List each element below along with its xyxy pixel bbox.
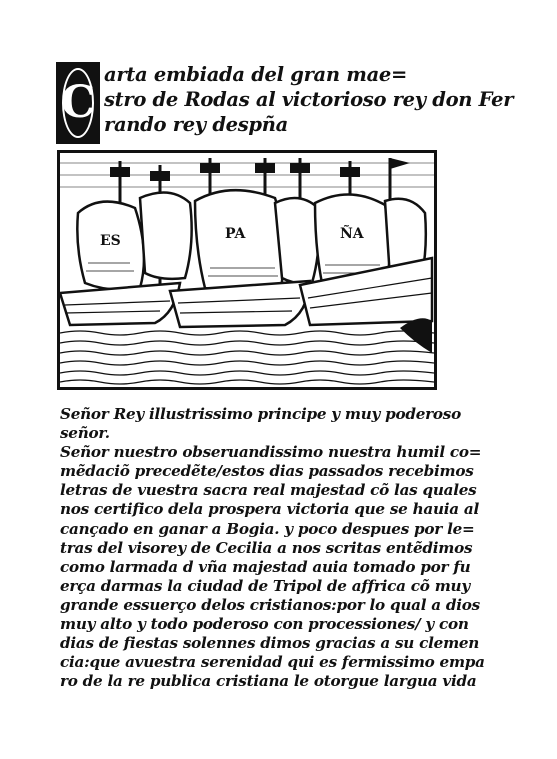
ships-woodcut	[57, 150, 437, 390]
decorated-initial	[56, 62, 100, 144]
text-line: cançado en ganar a Bogia. y poco despues por le=	[60, 519, 475, 538]
text-line: cia:que avuestra serenidad qui es fermissimo empa	[60, 653, 485, 672]
title-line: rando rey despña	[104, 113, 288, 136]
text-line: grande essuerço delos cristianos:por lo qual a dios	[60, 595, 480, 614]
title-line: arta embiada del gran mae=	[104, 63, 408, 86]
text-line: como larmada d vña majestad auia tomado por fu	[60, 557, 471, 576]
text-line: ro de la re publica cristiana le otorgue largua vida	[60, 672, 477, 691]
letter-body	[60, 405, 485, 691]
initial-letter: C	[60, 77, 96, 128]
text-line: señor.	[60, 424, 110, 443]
text-line: dias de fiestas solennes dimos gracias a su clemen	[60, 634, 480, 653]
sail-label-es: ES	[100, 233, 121, 249]
text-line: tras del visorey de Cecilia a nos scritas entẽdimos	[60, 538, 473, 557]
text-line: letras de vuestra sacra real majestad cõ las quales	[60, 481, 477, 500]
sail-label-na: ÑA	[340, 226, 364, 242]
sail-label-pa: PA	[225, 226, 246, 242]
title-line: stro de Rodas al victorioso rey don Fer	[104, 88, 514, 111]
text-line: mẽdaciõ precedẽte/estos dias passados recebimos	[60, 462, 474, 481]
text-line: nos certifico dela prospera victoria que se hauia al	[60, 500, 479, 519]
text-line: Señor nuestro obseruandissimo nuestra humil co=	[60, 443, 482, 462]
text-line: muy alto y todo poderoso con processiones/ y con	[60, 615, 469, 634]
text-line: Señor Rey illustrissimo principe y muy poderoso	[60, 405, 461, 423]
text-line: erça darmas la ciudad de Tripol de affrica cõ muy	[60, 576, 470, 595]
document-title	[104, 62, 514, 137]
